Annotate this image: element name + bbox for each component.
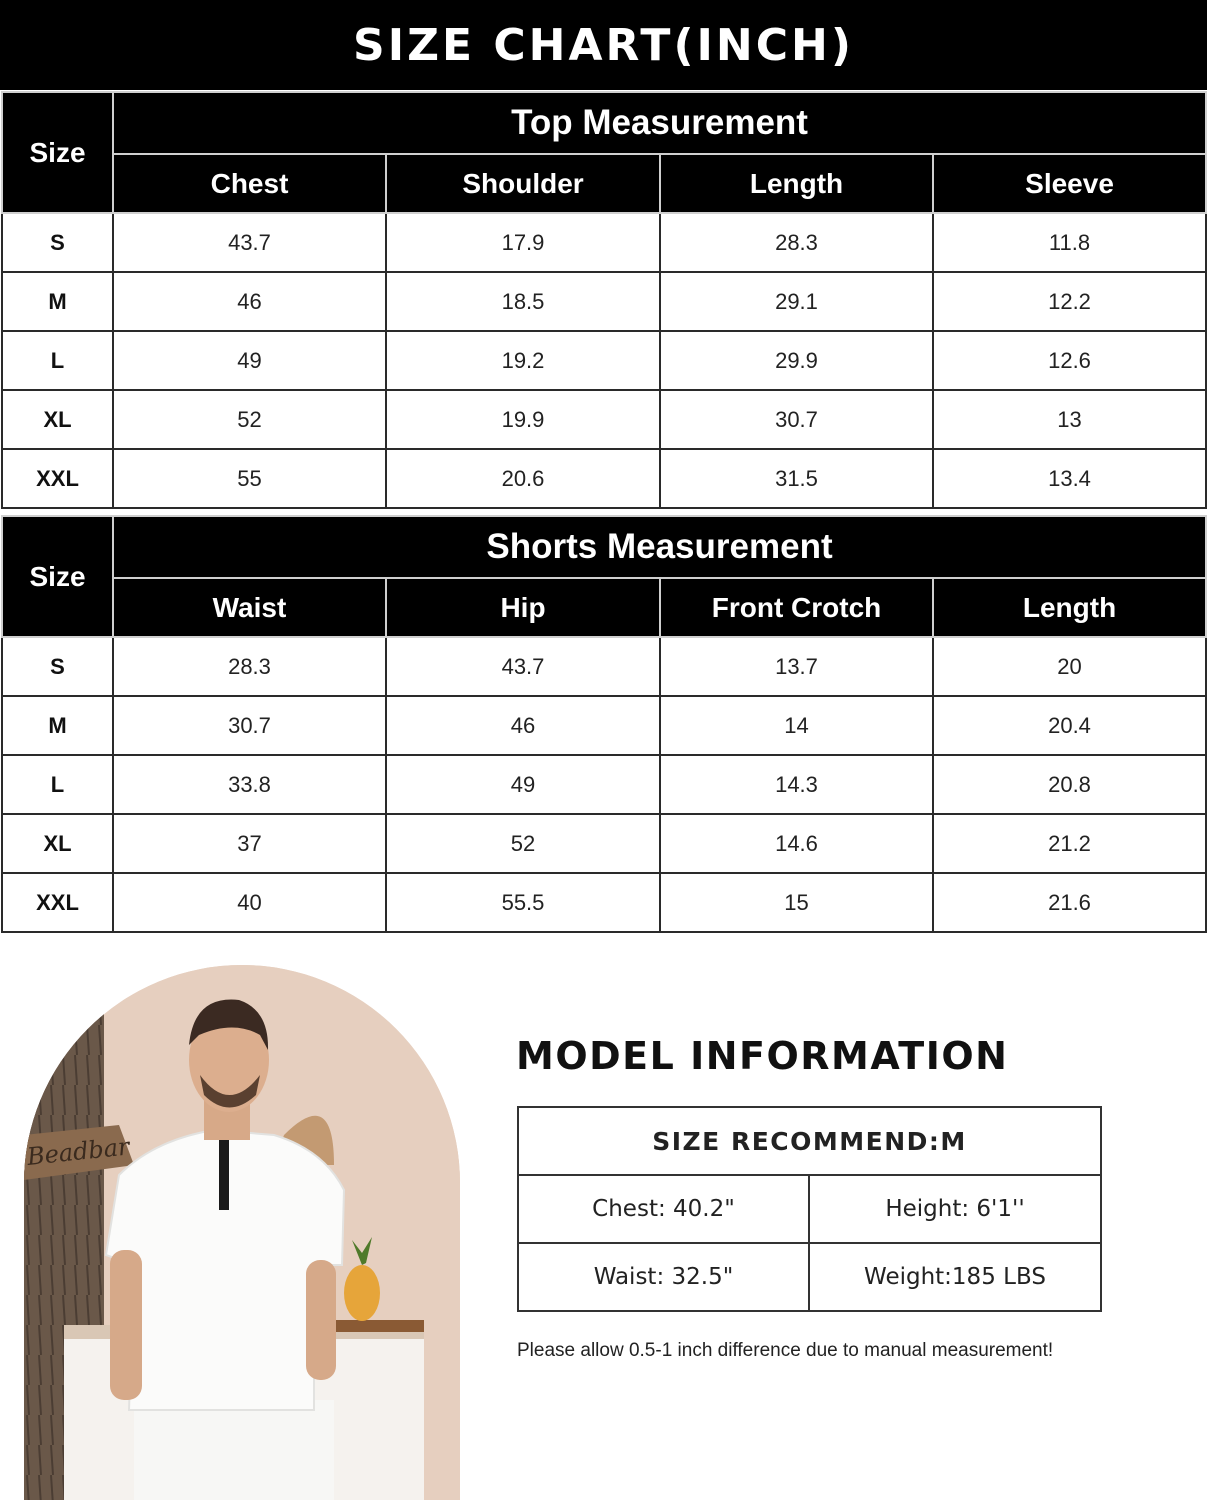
size-cell: XL bbox=[2, 390, 113, 449]
value-cell: 15 bbox=[660, 873, 933, 932]
model-chest: Chest: 40.2" bbox=[518, 1175, 809, 1243]
top-col-sleeve: Sleeve bbox=[933, 154, 1206, 213]
shorts-col-front-crotch: Front Crotch bbox=[660, 578, 933, 637]
value-cell: 12.2 bbox=[933, 272, 1206, 331]
value-cell: 19.2 bbox=[386, 331, 660, 390]
size-cell: XXL bbox=[2, 449, 113, 508]
shorts-measurement-table bbox=[1, 515, 1207, 933]
value-cell: 30.7 bbox=[113, 696, 386, 755]
value-cell: 37 bbox=[113, 814, 386, 873]
table-row bbox=[2, 390, 1206, 449]
value-cell: 55.5 bbox=[386, 873, 660, 932]
value-cell: 29.1 bbox=[660, 272, 933, 331]
table-row bbox=[2, 637, 1206, 696]
size-cell: M bbox=[2, 272, 113, 331]
measurement-note: Please allow 0.5-1 inch difference due to manual measurement! bbox=[517, 1340, 1054, 1361]
sign-text: Beadbar bbox=[25, 1132, 131, 1171]
value-cell: 28.3 bbox=[113, 637, 386, 696]
shorts-col-waist: Waist bbox=[113, 578, 386, 637]
top-size-header: Size bbox=[2, 92, 113, 213]
value-cell: 20.4 bbox=[933, 696, 1206, 755]
model-weight: Weight:185 LBS bbox=[809, 1243, 1101, 1311]
size-cell: XXL bbox=[2, 873, 113, 932]
model-height: Height: 6'1'' bbox=[809, 1175, 1101, 1243]
value-cell: 52 bbox=[386, 814, 660, 873]
size-cell: L bbox=[2, 755, 113, 814]
table-row bbox=[2, 814, 1206, 873]
value-cell: 52 bbox=[113, 390, 386, 449]
value-cell: 17.9 bbox=[386, 213, 660, 272]
table-row bbox=[2, 213, 1206, 272]
value-cell: 40 bbox=[113, 873, 386, 932]
value-cell: 14.3 bbox=[660, 755, 933, 814]
value-cell: 46 bbox=[113, 272, 386, 331]
size-recommend: SIZE RECOMMEND:M bbox=[518, 1107, 1101, 1175]
top-measurement-table bbox=[1, 91, 1207, 509]
value-cell: 49 bbox=[386, 755, 660, 814]
value-cell: 19.9 bbox=[386, 390, 660, 449]
top-section-title: Top Measurement bbox=[113, 92, 1206, 154]
top-col-length: Length bbox=[660, 154, 933, 213]
size-cell: XL bbox=[2, 814, 113, 873]
value-cell: 43.7 bbox=[113, 213, 386, 272]
size-chart-title: SIZE CHART(INCH) bbox=[0, 0, 1207, 90]
model-info-table bbox=[517, 1106, 1102, 1312]
value-cell: 21.2 bbox=[933, 814, 1206, 873]
table-row bbox=[2, 755, 1206, 814]
shorts-size-header: Size bbox=[2, 516, 113, 637]
size-cell: M bbox=[2, 696, 113, 755]
shorts-section-title: Shorts Measurement bbox=[113, 516, 1206, 578]
model-waist: Waist: 32.5" bbox=[518, 1243, 809, 1311]
value-cell: 28.3 bbox=[660, 213, 933, 272]
table-row bbox=[2, 331, 1206, 390]
value-cell: 21.6 bbox=[933, 873, 1206, 932]
top-col-chest: Chest bbox=[113, 154, 386, 213]
size-cell: S bbox=[2, 637, 113, 696]
table-row bbox=[2, 449, 1206, 508]
value-cell: 13.4 bbox=[933, 449, 1206, 508]
value-cell: 33.8 bbox=[113, 755, 386, 814]
table-row bbox=[2, 272, 1206, 331]
value-cell: 20.8 bbox=[933, 755, 1206, 814]
size-cell: S bbox=[2, 213, 113, 272]
value-cell: 46 bbox=[386, 696, 660, 755]
value-cell: 29.9 bbox=[660, 331, 933, 390]
value-cell: 11.8 bbox=[933, 213, 1206, 272]
value-cell: 31.5 bbox=[660, 449, 933, 508]
value-cell: 20.6 bbox=[386, 449, 660, 508]
table-row bbox=[2, 696, 1206, 755]
value-cell: 13.7 bbox=[660, 637, 933, 696]
value-cell: 14 bbox=[660, 696, 933, 755]
value-cell: 43.7 bbox=[386, 637, 660, 696]
table-row bbox=[2, 873, 1206, 932]
value-cell: 30.7 bbox=[660, 390, 933, 449]
value-cell: 18.5 bbox=[386, 272, 660, 331]
value-cell: 13 bbox=[933, 390, 1206, 449]
value-cell: 14.6 bbox=[660, 814, 933, 873]
size-cell: L bbox=[2, 331, 113, 390]
shorts-col-hip: Hip bbox=[386, 578, 660, 637]
value-cell: 20 bbox=[933, 637, 1206, 696]
value-cell: 12.6 bbox=[933, 331, 1206, 390]
shorts-col-length: Length bbox=[933, 578, 1206, 637]
model-photo bbox=[24, 965, 460, 1500]
model-info-title: MODEL INFORMATION bbox=[516, 1034, 1009, 1078]
top-col-shoulder: Shoulder bbox=[386, 154, 660, 213]
value-cell: 49 bbox=[113, 331, 386, 390]
value-cell: 55 bbox=[113, 449, 386, 508]
